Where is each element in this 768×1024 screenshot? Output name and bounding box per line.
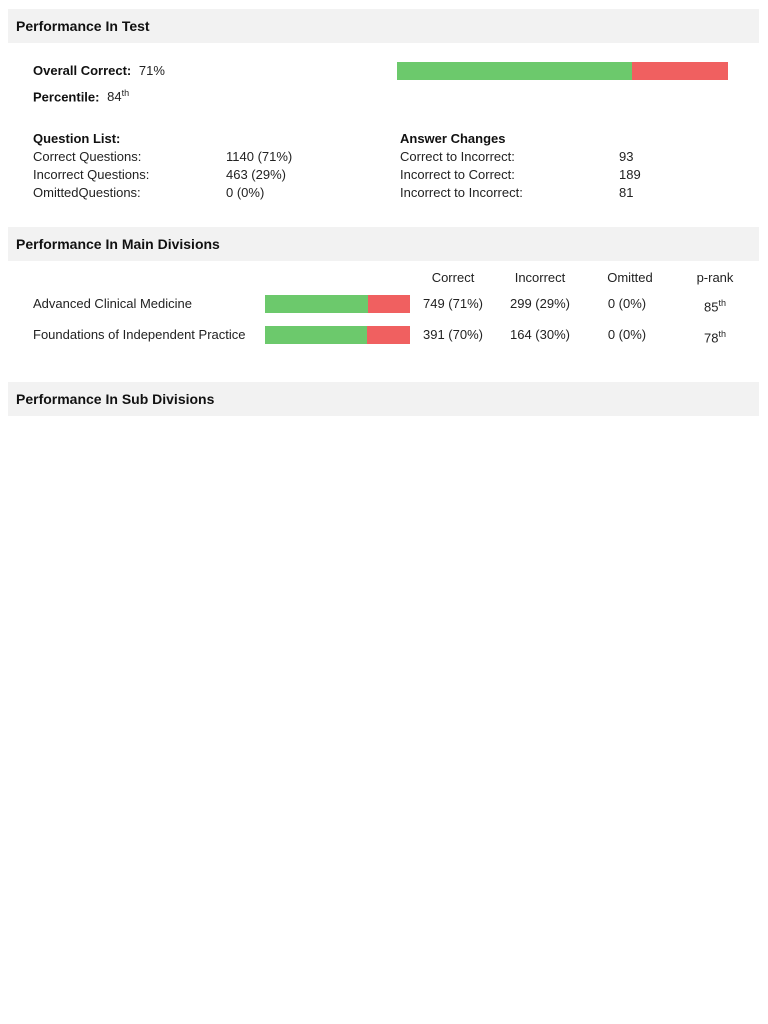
question-list-value: 463 (29%)	[226, 167, 286, 182]
section-header-main-divisions: Performance In Main Divisions	[8, 227, 759, 261]
division-omitted: 0 (0%)	[607, 327, 647, 342]
overall-correct	[33, 63, 165, 78]
division-correct-segment	[265, 295, 368, 313]
division-omitted: 0 (0%)	[607, 296, 647, 311]
division-correct: 391 (70%)	[423, 327, 483, 342]
question-list-value: 1140 (71%)	[226, 149, 293, 164]
division-incorrect: 299 (29%)	[510, 296, 570, 311]
answer-changes-label: Incorrect to Correct:	[400, 167, 515, 182]
question-list-value: 0 (0%)	[226, 185, 265, 200]
division-prank	[680, 329, 750, 345]
overall-correct-segment	[397, 62, 632, 80]
division-prank-value: 78	[704, 330, 719, 346]
answer-changes-value: 189	[619, 167, 641, 182]
division-progress-bar	[265, 295, 410, 313]
division-prank-value: 85	[704, 299, 719, 315]
division-prank-suffix: th	[718, 298, 726, 308]
column-header-correct: Correct	[431, 270, 475, 285]
division-prank	[680, 298, 750, 314]
percentile-suffix: th	[121, 88, 130, 98]
overall-correct-value: 71%	[138, 63, 165, 78]
answer-changes-label: Correct to Incorrect:	[400, 149, 515, 164]
answer-changes-value: 81	[619, 185, 634, 200]
overall-progress-bar	[397, 62, 728, 80]
percentile-label: Percentile:	[33, 89, 100, 105]
section-header-sub-divisions: Performance In Sub Divisions	[8, 382, 759, 416]
question-list-label: Correct Questions:	[33, 149, 142, 164]
section-header-test: Performance In Test	[8, 9, 759, 43]
question-list-label: Incorrect Questions:	[33, 167, 150, 182]
division-name: Foundations of Independent Practice	[33, 327, 246, 342]
question-list-title: Question List:	[33, 131, 121, 146]
division-correct: 749 (71%)	[423, 296, 483, 311]
division-incorrect-segment	[367, 326, 411, 344]
answer-changes-title: Answer Changes	[400, 131, 506, 146]
overall-correct-label: Overall Correct:	[33, 63, 132, 78]
column-header-omitted: Omitted	[607, 270, 653, 285]
division-progress-bar	[265, 326, 410, 344]
division-prank-suffix: th	[718, 329, 726, 339]
column-header-prank: p-rank	[696, 270, 734, 285]
overall-incorrect-segment	[632, 62, 728, 80]
division-incorrect-segment	[368, 295, 410, 313]
percentile	[33, 88, 129, 104]
column-header-incorrect: Incorrect	[514, 270, 566, 285]
division-name: Advanced Clinical Medicine	[33, 296, 192, 311]
division-incorrect: 164 (30%)	[510, 327, 570, 342]
question-list-label: OmittedQuestions:	[33, 185, 141, 200]
percentile-value: 84	[107, 89, 122, 105]
division-correct-segment	[265, 326, 367, 344]
answer-changes-label: Incorrect to Incorrect:	[400, 185, 523, 200]
answer-changes-value: 93	[619, 149, 634, 164]
